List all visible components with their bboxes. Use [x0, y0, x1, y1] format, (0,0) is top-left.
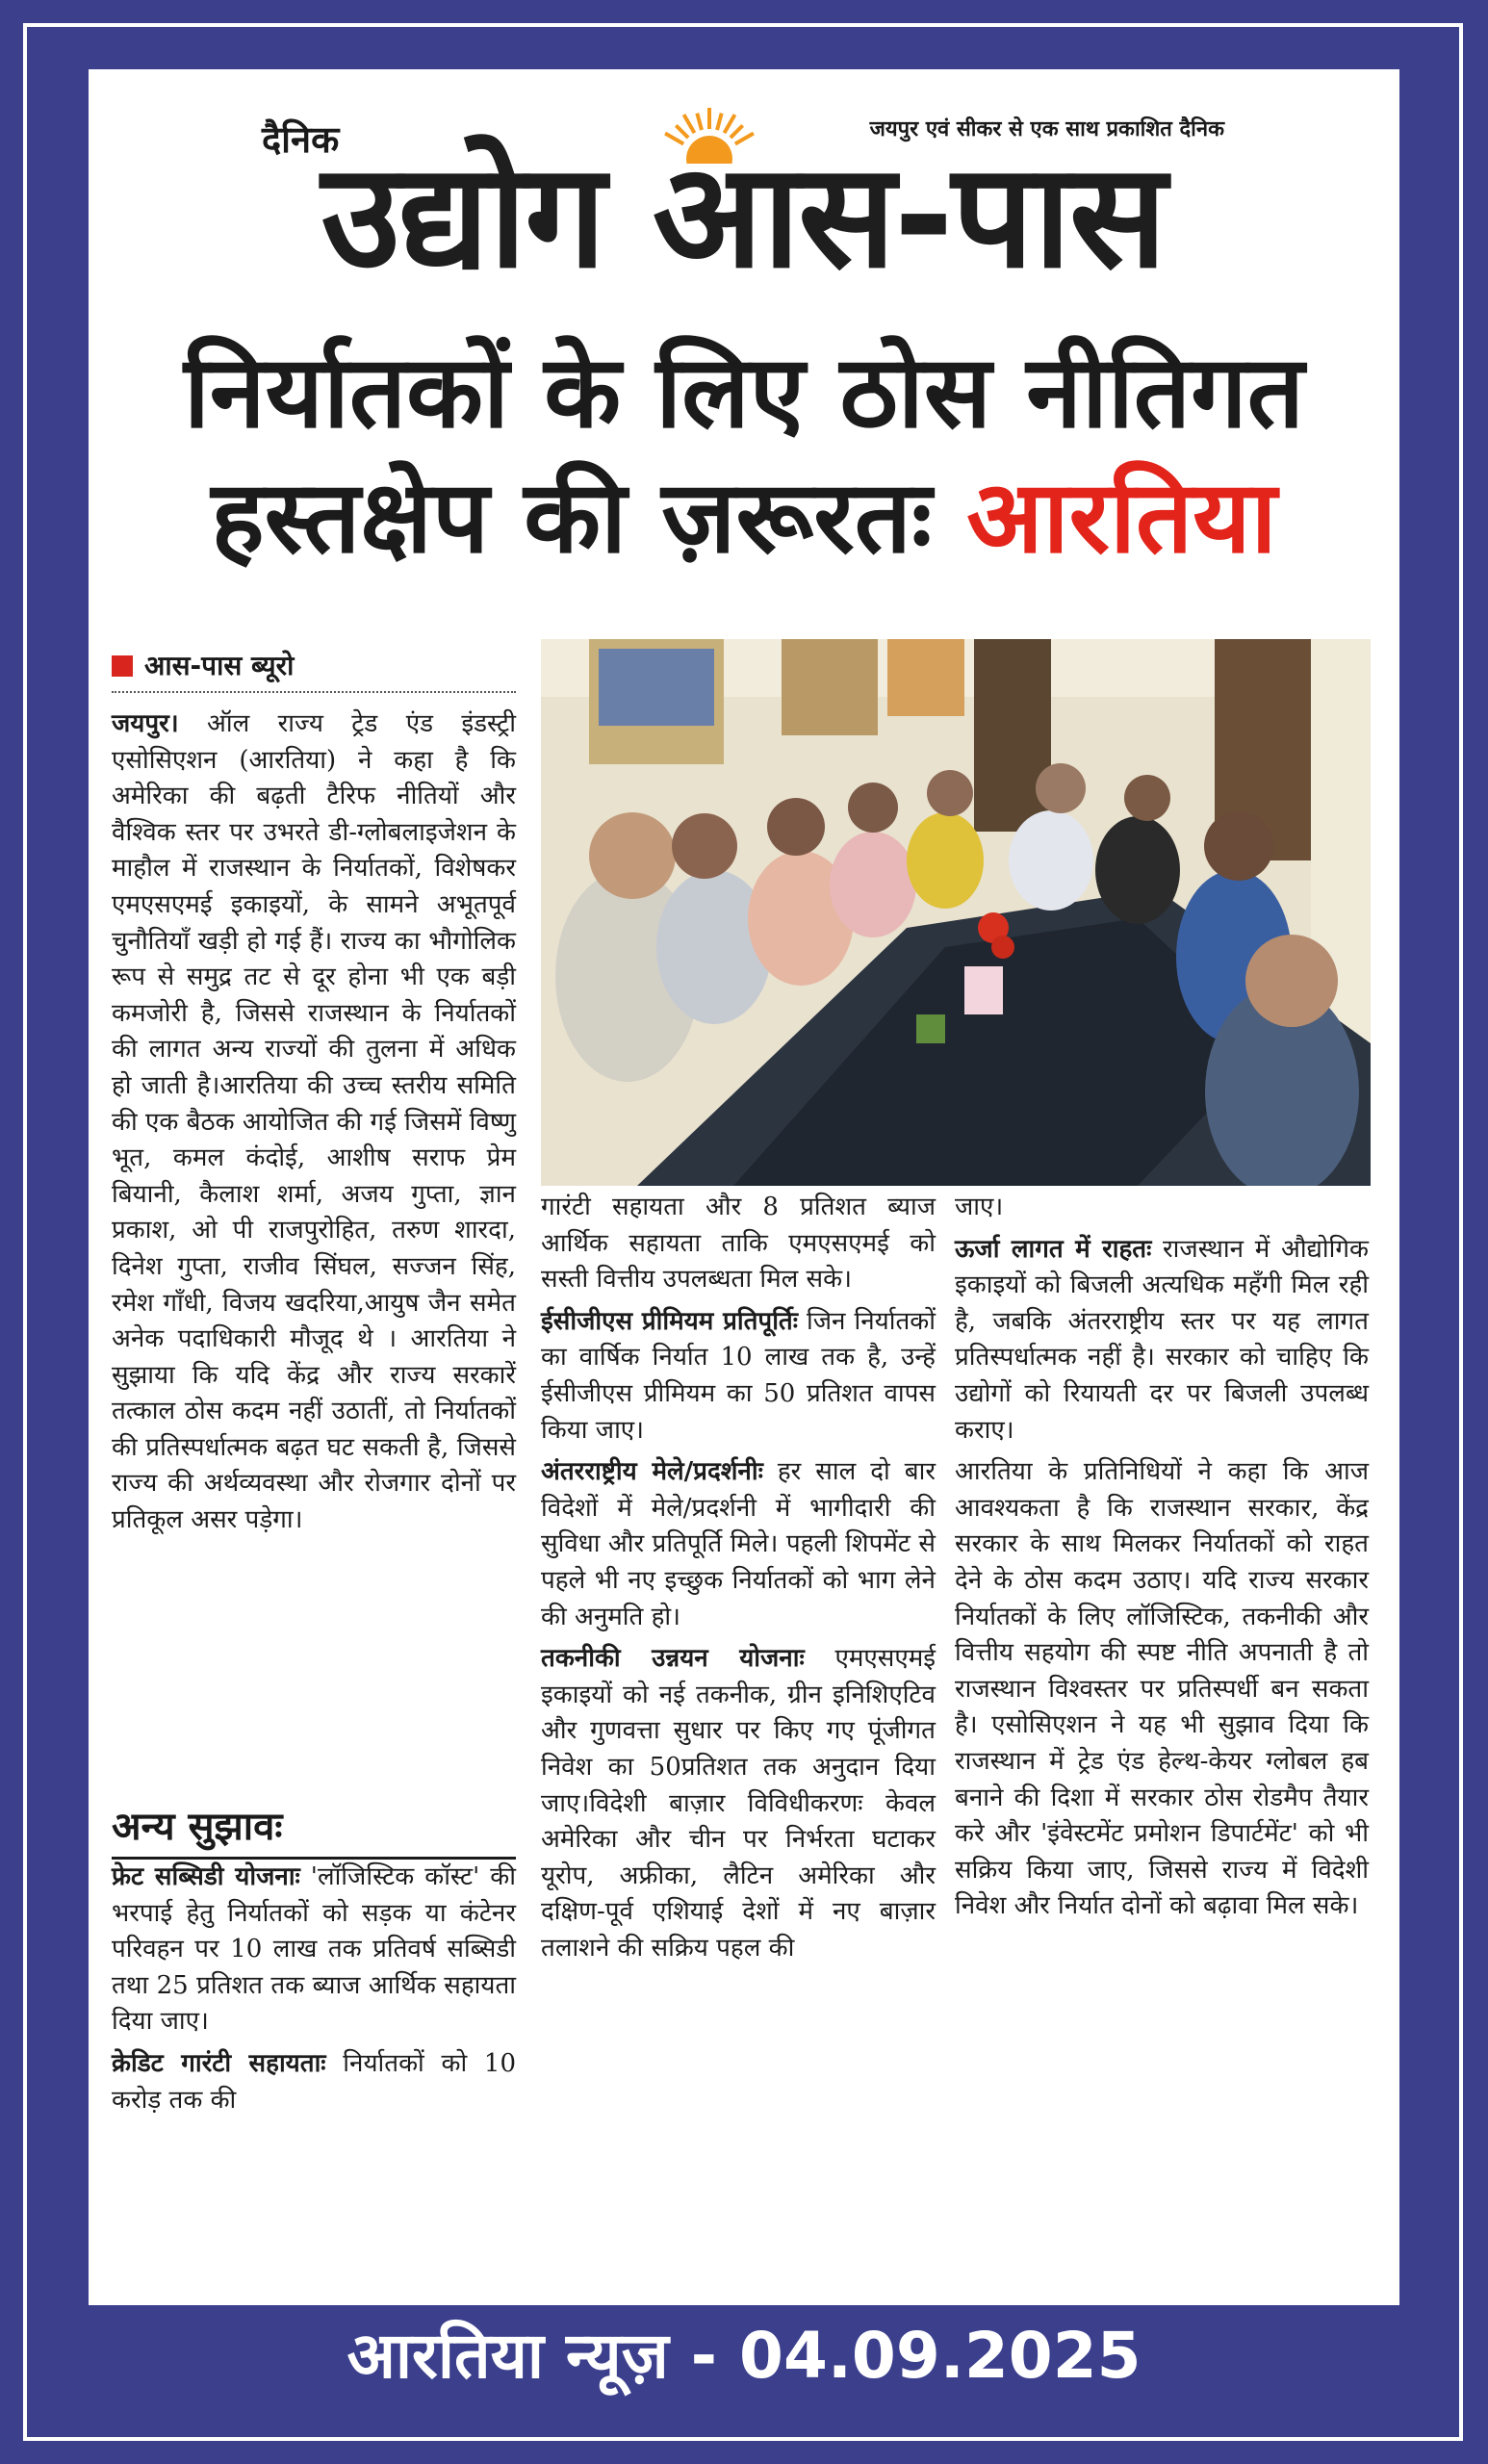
masthead-tagline: जयपुर एवं सीकर से एक साथ प्रकाशित दैनिक — [869, 117, 1224, 141]
paragraph: एमएसएमई इकाइयों को नई तकनीक, ग्रीन इनिशिएटिव और गुणवत्ता सुधार पर किए गए पूंजीगत निवेश का 50प्रतिशत तक अनुदान दिया जाए।विदेशी बाज़ार विविधीकरणः केवल अमेरिका और चीन पर निर्भरता घटाकर यूरोप, अफ्रीका, लैटिन अमेरिका और दक्षिण-पूर्व एशियाई देशों में नए बाज़ार तलाशने की सक्रिय पहल की — [541, 1644, 936, 1963]
masthead — [252, 96, 1234, 308]
subsection-title: फ्रेट सब्सिडी योजनाः — [112, 1862, 300, 1891]
paragraph: ऑल राज्य ट्रेड एंड इंडस्ट्री एसोसिएशन (आरतिया) ने कहा है कि अमेरिका की बढ़ती टैरिफ नीतियों और वैश्विक स्तर पर उभरते डी-ग्लोबलाइजेशन के माहौल में राजस्थान के निर्यातकों, विशेषकर एमएसएमई इकाइयों, के सामने अभूतपूर्व चुनौतियाँ खड़ी हो गई हैं। राज्य का भौगोलिक रूप से समुद्र तट से दूर होना भी एक बड़ी कमजोरी है, जिससे राजस्थान के निर्यातकों की लागत अन्य राज्यों की तुलना में अधिक हो जाती है। — [112, 709, 516, 1100]
meeting-photo — [541, 639, 1371, 1186]
article-column-2 — [541, 1190, 936, 1972]
paragraph: राजस्थान में औद्योगिक इकाइयों को बिजली अत्यधिक महँगी मिल रही है, जबकि अंतरराष्ट्रीय स्तर पर यह लागत प्रतिस्पर्धात्मक नहीं है। सरकार को चाहिए कि उद्योगों को रियायती दर पर बिजली उपलब्ध कराए। — [955, 1234, 1369, 1445]
headline-line-2-main: हस्तक्षेप की ज़रूरतः — [211, 458, 967, 576]
headline-highlight: आरतिया — [966, 458, 1277, 576]
dateline: जयपुर। — [112, 709, 179, 738]
paragraph: आरतिया के प्रतिनिधियों ने कहा कि आज आवश्यकता है कि राजस्थान सरकार, केंद्र सरकार के साथ मिलकर निर्यातकों को राहत देने के ठोस कदम उठाए। यदि राज्य सरकार निर्यातकों के लिए लॉजिस्टिक, तकनीकी और वित्तीय सहयोग की स्पष्ट नीति अपनाती है तो राजस्थान विश्वस्तर पर प्रतिस्पर्धी बन सकता है। एसोसिएशन ने यह भी सुझाव दिया कि राजस्थान में ट्रेड एंड हेल्थ-केयर ग्लोबल हब बनाने की दिशा में सरकार ठोस रोडमैप तैयार करे और 'इंवेस्टमेंट प्रमोशन डिपार्टमेंट' को भी सक्रिय किया जाए, जिससे राज्य में विदेशी निवेश और निर्यात दोनों को बढ़ावा मिल सके। — [955, 1457, 1369, 1921]
paragraph: आरतिया ने सुझाया कि यदि केंद्र और राज्य सरकारें तत्काल ठोस कदम नहीं उठातीं, तो निर्यातकों की प्रतिस्पर्धात्मक बढ़त घट सकती है, जिससे राज्य की अर्थव्यवस्था और रोजगार दोनों पर प्रतिकूल असर पड़ेगा। — [112, 1324, 516, 1535]
subsection-title: ऊर्जा लागत में राहतः — [955, 1234, 1152, 1264]
paragraph: 'लॉजिस्टिक कॉस्ट' की भरपाई हेतु निर्यातकों को सड़क या कंटेनर परिवहन पर 10 लाख तक प्रतिवर्ष सब्सिडी तथा 25 प्रतिशत तक ब्याज आर्थिक सहायता दिया जाए। — [112, 1862, 516, 2037]
article-column-1 — [112, 706, 516, 1545]
byline — [112, 647, 516, 693]
newspaper-name: उद्योग आस-पास — [321, 133, 1166, 300]
subsection-title: अंतरराष्ट्रीय मेले/प्रदर्शनीः — [541, 1457, 763, 1487]
subsection-title: क्रेडिट गारंटी सहायताः — [112, 2048, 326, 2078]
headline-line-1: निर्यातकों के लिए ठोस नीतिगत — [183, 333, 1305, 450]
article-column-3 — [955, 1190, 1369, 1931]
paragraph: जिन निर्यातकों का वार्षिक निर्यात 10 लाख तक है, उन्हें ईसीजीएस प्रीमियम का 50 प्रतिशत वापस किया जाए। — [541, 1306, 936, 1445]
paragraph: गारंटी सहायता और 8 प्रतिशत ब्याज आर्थिक सहायता ताकि एमएसएमई को सस्ती वित्तीय उपलब्धता मिल सके। — [541, 1193, 936, 1295]
paragraph: आरतिया की उच्च स्तरीय समिति की एक बैठक आयोजित की गई जिसमें विष्णु भूत, कमल कंदोई, आशीष सराफ प्रेम बियानी, कैलाश शर्मा, अजय गुप्ता, ज्ञान प्रकाश, ओ पी राजपुरोहित, तरुण शारदा, दिनेश गुप्ता, राजीव सिंघल, सज्जन सिंह, रमेश गाँधी, विजय खदरिया,आयुष जैन समेत अनेक पदाधिकारी मौजूद थे । — [112, 1070, 516, 1354]
red-square-icon — [112, 655, 133, 677]
headline-line-2 — [89, 454, 1399, 579]
subsection-title: ईसीजीएस प्रीमियम प्रतिपूर्तिः — [541, 1306, 799, 1336]
meeting-photo-illustration — [541, 639, 1371, 1186]
footer-caption: आरतिया न्यूज़ - 04.09.2025 — [346, 2319, 1142, 2393]
byline-text: आस-पास ब्यूरो — [144, 650, 295, 681]
paragraph: हर साल दो बार विदेशों में मेले/प्रदर्शनी में भागीदारी की सुविधा और प्रतिपूर्ति मिले। पहली शिपमेंट से पहले भी नए इच्छुक निर्यातकों को भाग लेने की अनुमति हो। — [541, 1457, 936, 1631]
paragraph: जाए। — [955, 1193, 1004, 1221]
suggestions-heading: अन्य सुझावः — [112, 1798, 516, 1860]
subsection-title: तकनीकी उन्नयन योजनाः — [541, 1644, 805, 1674]
masthead-prefix: दैनिक — [262, 118, 340, 161]
paragraph: निर्यातकों को 10 करोड़ तक की — [112, 2048, 516, 2115]
article-column-1-lower — [112, 1860, 516, 2124]
newspaper-clipping — [89, 69, 1399, 2305]
